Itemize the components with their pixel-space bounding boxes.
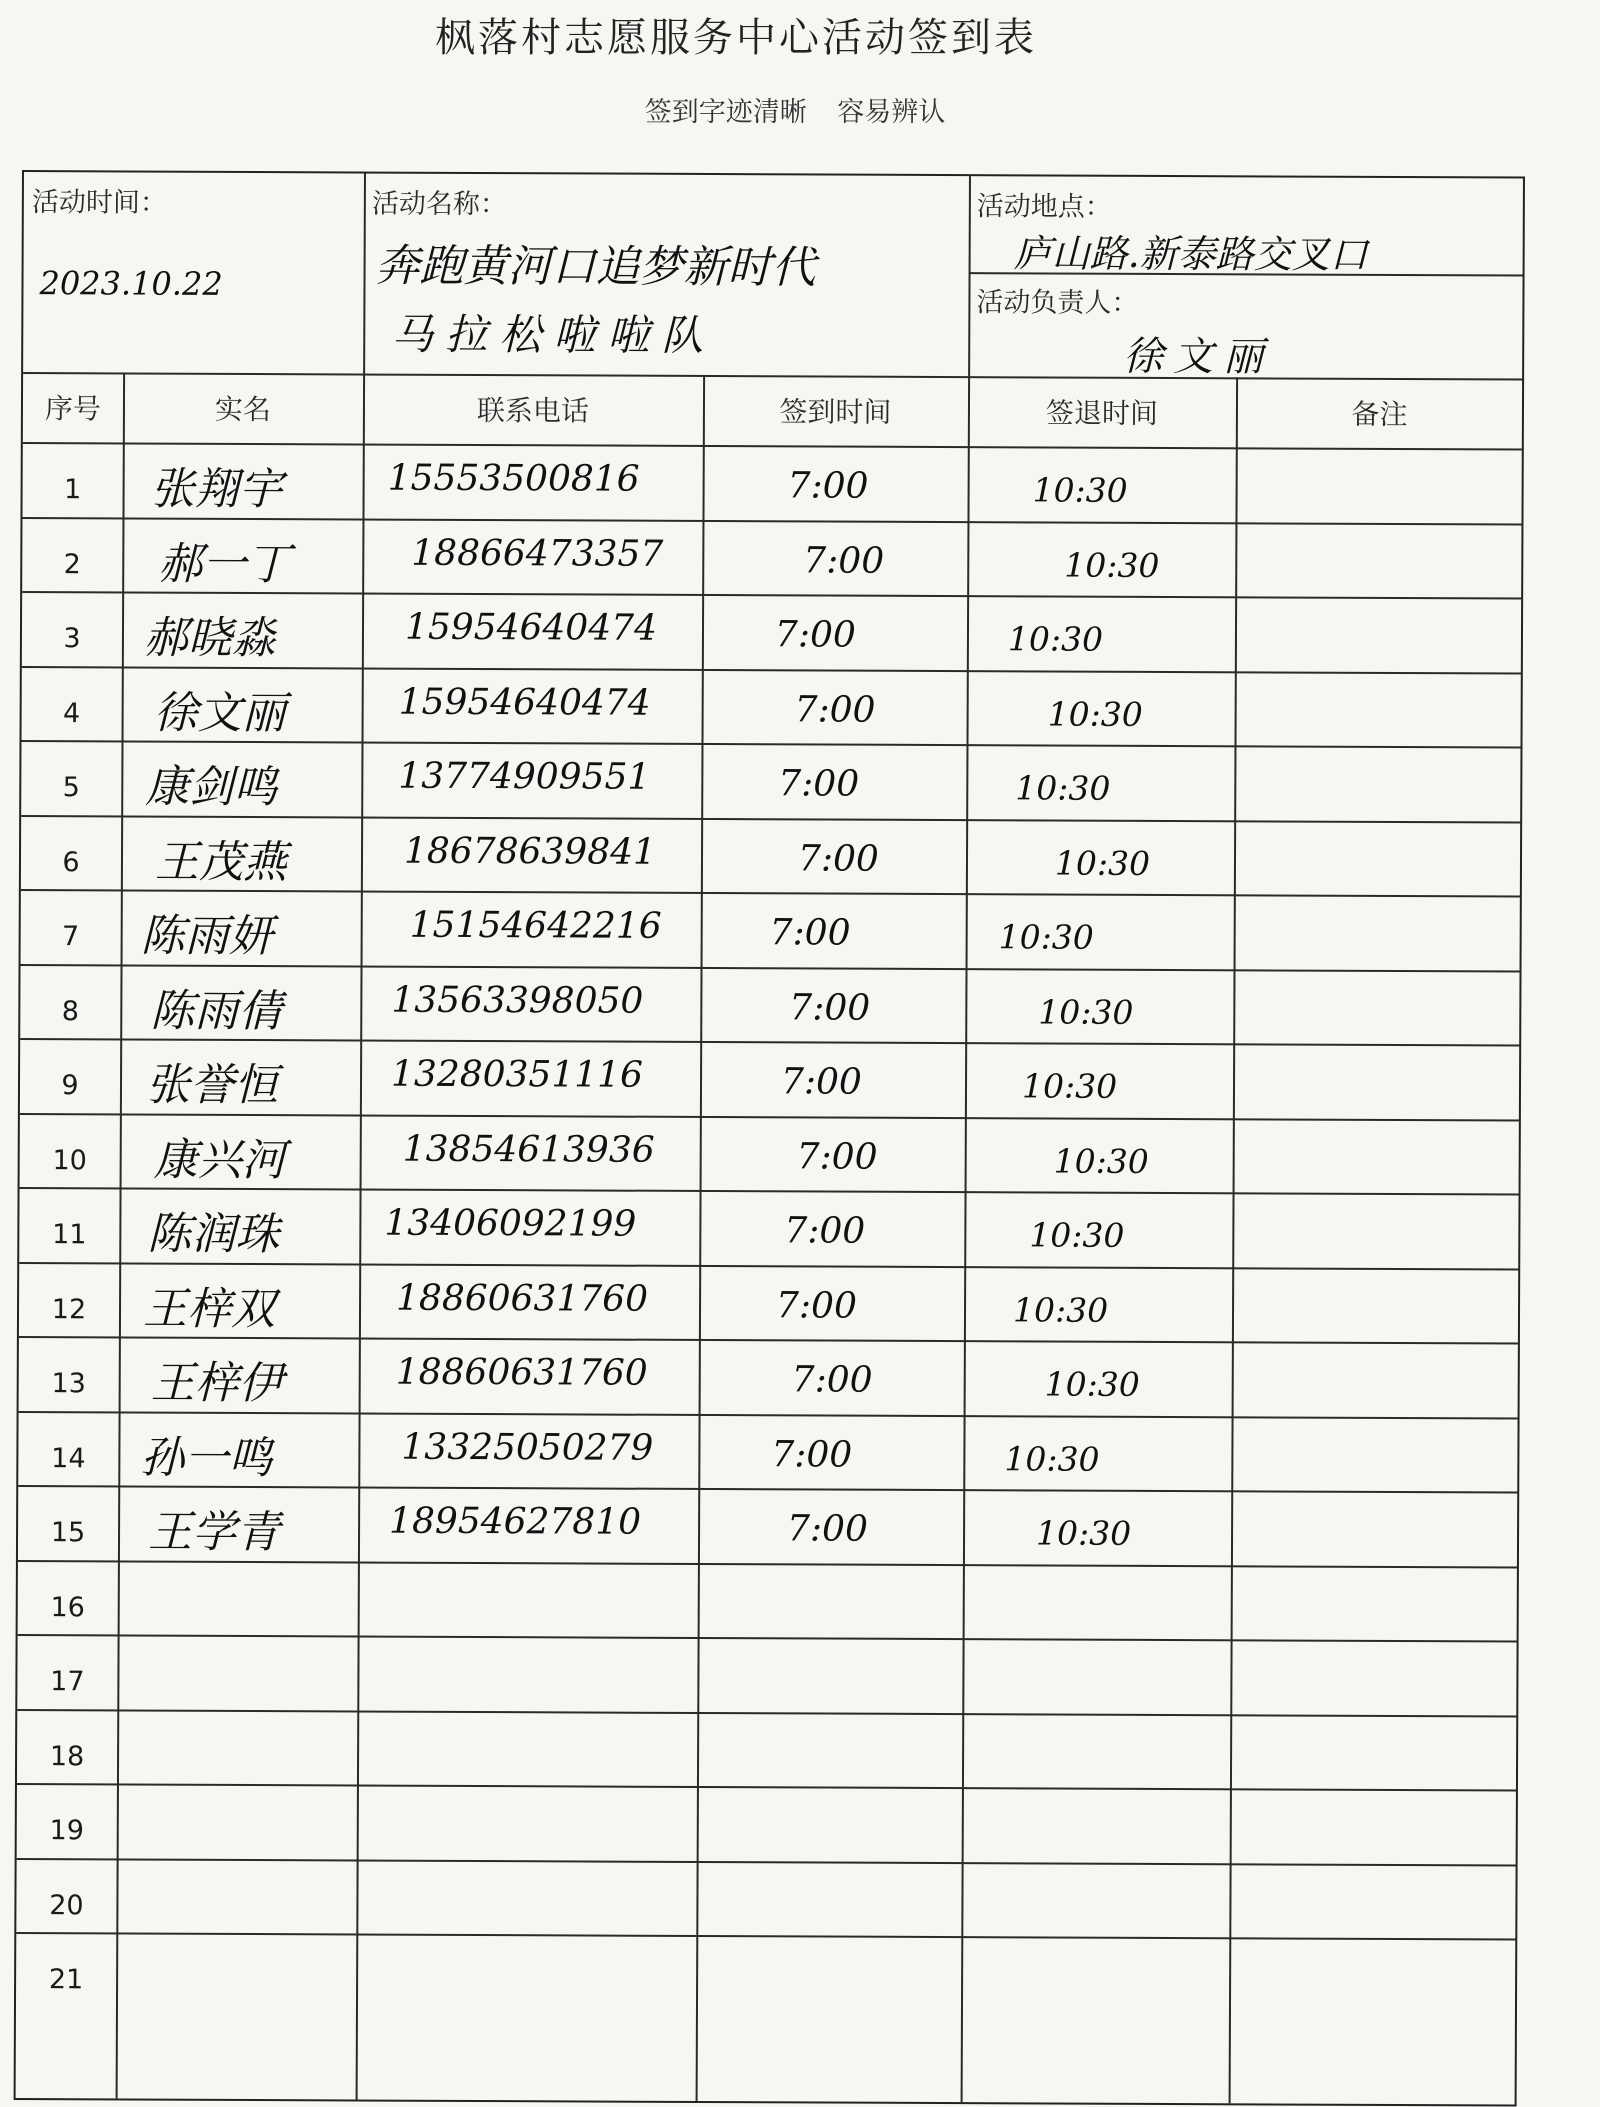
row-phone: 15154642216 <box>409 904 662 947</box>
row-phone: 18678639841 <box>403 830 657 873</box>
row-number: 6 <box>62 846 80 878</box>
row-number: 7 <box>61 921 80 953</box>
row-remark <box>1229 1863 1516 1939</box>
row-signature-name: 孙一鸣 <box>140 1432 273 1484</box>
col-line-2 <box>356 373 366 2099</box>
col-line-4 <box>961 376 971 2102</box>
activity-leader-label: 活动负责人： <box>976 287 1139 319</box>
activity-place-value: 庐山路.新泰路交叉口 <box>1013 231 1368 277</box>
row-number: 5 <box>62 772 80 804</box>
row-checkout-time: 10:30 <box>1038 991 1134 1032</box>
header-bottom-line <box>23 372 1523 381</box>
row-signature-name: 陈雨妍 <box>140 910 273 963</box>
row-number: 20 <box>49 1889 84 1921</box>
row-checkout-time: 10:30 <box>1047 693 1143 734</box>
activity-name-label: 活动名称： <box>371 188 507 221</box>
row-checkout-time: 10:30 <box>998 917 1094 957</box>
row-remark <box>1230 1788 1517 1864</box>
activity-leader-value: 徐文丽 <box>1123 333 1274 381</box>
row-checkout-time: 10:30 <box>1064 545 1160 585</box>
row-remark <box>1231 1565 1518 1641</box>
row-number: 11 <box>52 1219 87 1251</box>
row-remark <box>1229 1937 1516 2013</box>
row-signature-name: 徐文丽 <box>153 687 286 739</box>
row-phone: 13280351116 <box>390 1053 644 1096</box>
row-number: 14 <box>51 1442 86 1474</box>
row-remark <box>1233 1043 1520 1119</box>
row-checkin-time: 7:00 <box>774 614 856 656</box>
row-phone: 15954640474 <box>398 681 651 724</box>
row-checkout-time: 10:30 <box>1007 619 1104 659</box>
row-checkin-time: 7:00 <box>787 465 869 507</box>
activity-time-value: 2023.10.22 <box>39 264 223 303</box>
row-remark <box>1230 1639 1517 1715</box>
row-number: 21 <box>48 1964 84 1996</box>
row-phone: 15954640474 <box>404 606 658 649</box>
row-remark <box>1231 1416 1518 1492</box>
row-number: 10 <box>52 1144 87 1176</box>
row-number: 18 <box>49 1740 85 1772</box>
header-divider-2 <box>968 176 971 376</box>
row-checkout-time: 10:30 <box>1021 1066 1118 1106</box>
row-phone: 18954627810 <box>389 1500 642 1543</box>
row-number: 16 <box>50 1591 85 1623</box>
activity-name-line2: 马拉松啦啦队 <box>391 309 716 361</box>
row-checkin-time: 7:00 <box>789 986 871 1029</box>
row-phone: 18860631760 <box>395 1277 649 1320</box>
row-phone: 18866473357 <box>411 532 664 575</box>
row-checkout-time: 10:30 <box>1054 843 1151 883</box>
header-divider-1 <box>363 173 366 373</box>
row-remark <box>1235 596 1522 672</box>
document-subtitle: 签到字迹清晰 容易辨认 <box>644 97 946 128</box>
row-signature-name: 张翔宇 <box>150 463 283 516</box>
row-checkout-time: 10:30 <box>1004 1438 1100 1479</box>
row-signature-name: 张誉恒 <box>145 1059 279 1112</box>
row-remark <box>1232 1341 1519 1417</box>
row-signature-name: 陈润珠 <box>147 1208 280 1261</box>
row-number: 2 <box>63 548 81 580</box>
row-phone: 15553500816 <box>387 457 640 500</box>
activity-time-label: 活动时间： <box>31 187 167 219</box>
row-checkout-time: 10:30 <box>1044 1364 1140 1404</box>
row-remark <box>1235 447 1522 523</box>
row-checkin-time: 7:00 <box>780 1061 862 1103</box>
row-checkin-time: 7:00 <box>778 763 860 805</box>
row-checkout-time: 10:30 <box>1012 1289 1109 1330</box>
row-checkin-time: 7:00 <box>786 1508 869 1550</box>
row-phone: 13325050279 <box>401 1426 654 1469</box>
col-head-phone: 联系电话 <box>476 393 590 428</box>
col-head-checkin: 签到时间 <box>779 395 892 429</box>
row-checkin-time: 7:00 <box>797 837 879 880</box>
row-checkin-time: 7:00 <box>796 1135 878 1178</box>
col-head-no: 序号 <box>44 392 102 426</box>
row-checkout-time: 10:30 <box>1015 768 1111 808</box>
row-remark <box>1235 671 1522 747</box>
col-head-remark: 备注 <box>1351 397 1408 432</box>
row-number: 19 <box>49 1815 84 1847</box>
row-checkout-time: 10:30 <box>1035 1513 1132 1553</box>
row-number: 3 <box>63 623 81 655</box>
row-signature-name: 康兴河 <box>153 1134 286 1186</box>
row-checkout-time: 10:30 <box>1029 1215 1125 1255</box>
row-remark <box>1234 745 1521 821</box>
row-checkin-time: 7:00 <box>791 1359 873 1401</box>
row-phone: 18860631760 <box>395 1351 648 1394</box>
row-signature-name: 陈雨倩 <box>150 985 283 1037</box>
row-remark <box>1232 1192 1519 1268</box>
row-number: 13 <box>51 1368 86 1400</box>
row-remark <box>1233 1118 1520 1194</box>
row-remark <box>1233 969 1520 1045</box>
activity-place-label: 活动地点： <box>976 191 1112 223</box>
row-number: 8 <box>61 995 79 1027</box>
col-line-3 <box>696 375 706 2101</box>
row-checkin-time: 7:00 <box>803 539 885 582</box>
row-checkin-time: 7:00 <box>794 688 876 731</box>
document-title: 枫落村志愿服务中心活动签到表 <box>435 15 1037 61</box>
row-remark <box>1230 1714 1517 1790</box>
row-checkout-time: 10:30 <box>1032 470 1128 510</box>
row-signature-name: 郝晓淼 <box>143 612 277 665</box>
row-number: 12 <box>51 1293 87 1325</box>
row-remark <box>1234 820 1521 896</box>
row-phone: 13563398050 <box>391 979 644 1022</box>
activity-name-line1: 奔跑黄河口追梦新时代 <box>375 240 816 294</box>
row-checkin-time: 7:00 <box>771 1433 853 1476</box>
row-remark <box>1232 1267 1519 1343</box>
row-signature-name: 王学青 <box>147 1506 281 1559</box>
row-remark <box>1231 1490 1518 1566</box>
row-checkout-time: 10:30 <box>1053 1141 1149 1181</box>
row-signature-name: 王梓伊 <box>150 1357 283 1410</box>
col-head-name: 实名 <box>214 392 272 427</box>
row-phone: 13406092199 <box>384 1202 637 1245</box>
row-number: 9 <box>61 1070 79 1102</box>
row-signature-name: 王梓双 <box>142 1283 276 1335</box>
row-signature-name: 康剑鸣 <box>145 761 278 814</box>
row-signature-name: 王茂燕 <box>154 836 288 888</box>
row-phone: 13774909551 <box>398 755 651 798</box>
sign-in-table <box>14 170 1525 2107</box>
row-checkin-time: 7:00 <box>775 1284 857 1327</box>
row-number: 4 <box>62 697 81 729</box>
row-number: 15 <box>50 1517 86 1549</box>
row-number: 1 <box>63 474 82 506</box>
row-remark <box>1235 522 1522 598</box>
row-number: 17 <box>50 1666 85 1698</box>
row-remark <box>1234 894 1521 970</box>
row-checkin-time: 7:00 <box>784 1210 866 1252</box>
row-phone: 13854613936 <box>402 1128 655 1171</box>
row-signature-name: 郝一丁 <box>158 538 291 590</box>
row-checkin-time: 7:00 <box>769 912 851 954</box>
col-head-checkout: 签退时间 <box>1045 396 1159 430</box>
